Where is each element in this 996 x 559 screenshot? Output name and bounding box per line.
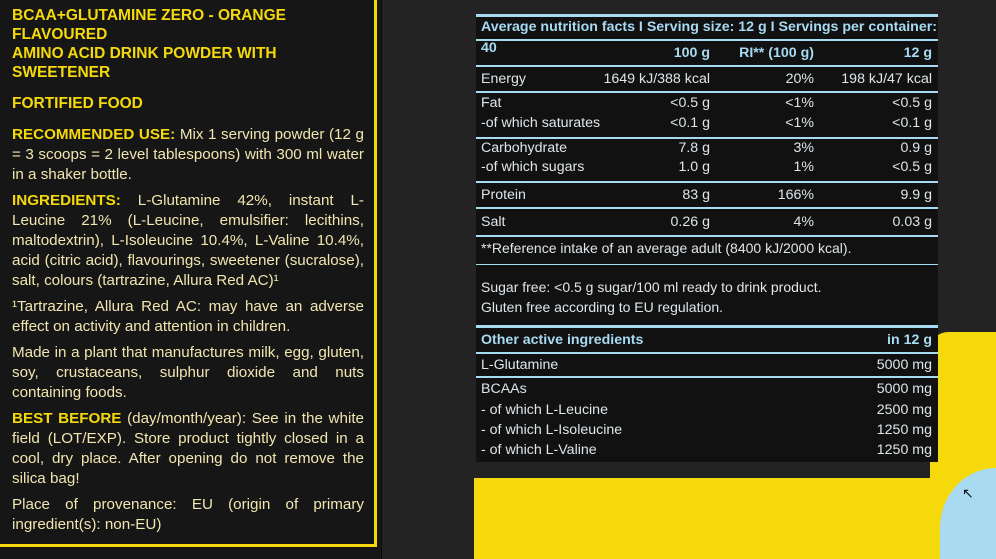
ingredients-heading: INGREDIENTS: — [12, 192, 121, 209]
row-100g: 7.8 g — [678, 140, 710, 156]
active-name: L-Glutamine — [481, 357, 559, 373]
active-value: 1250 mg — [876, 442, 932, 458]
table-row — [476, 207, 938, 235]
best-before-text: (day/month/year): See in the white field (LOT/EXP). Store product tightly closed in a cool, dry place. After opening do not remove the silica bag! — [12, 410, 364, 487]
row-name: Salt — [481, 214, 506, 230]
provenance: Place of provenance: EU (origin of primary ingredient(s): non-EU) — [12, 496, 364, 533]
label-text — [12, 6, 364, 541]
row-12g: 198 kJ/47 kcal — [841, 71, 932, 87]
active-row — [476, 376, 938, 400]
ingredients — [12, 191, 364, 291]
table-row — [476, 137, 938, 158]
row-100g: <0.5 g — [670, 95, 710, 111]
row-100g: 1649 kJ/388 kcal — [603, 71, 710, 87]
active-name: - of which L-Valine — [481, 442, 597, 458]
product-title-line2: AMINO ACID DRINK POWDER WITH SWEETENER — [12, 45, 277, 81]
nutrition-header-text: Average nutrition facts I Serving size: 12 g I Servings per container: 40 — [481, 19, 937, 56]
active-value: 5000 mg — [876, 357, 932, 373]
recommended-use-text: Mix 1 serving powder (12 g = 3 scoops = 2 level tablespoons) with 300 ml water in a shaker bottle. — [12, 126, 364, 183]
col-100g: 100 g — [673, 45, 710, 61]
recommended-use-heading: RECOMMENDED USE: — [12, 126, 176, 143]
active-row — [476, 420, 938, 440]
ingredients-text: L-Glutamine 42%, instant L-Leucine 21% (L-Leucine, emulsifier: lecithins, maltodextrin), L-Isoleucine 10.4%, L-Valine 10.4%, acid (citric acid), flavourings, sweetener (sucralose), salt, colours (tartrazine, Allura Red AC)¹ — [12, 192, 364, 289]
row-ri: <1% — [785, 115, 814, 131]
row-12g: 0.9 g — [900, 140, 932, 156]
active-row — [476, 400, 938, 420]
table-row — [476, 113, 938, 133]
col-ri: RI** (100 g) — [739, 45, 814, 61]
row-name: -of which sugars — [481, 159, 585, 175]
row-ri: 20% — [785, 71, 814, 87]
table-row — [476, 65, 938, 91]
label-panel — [0, 0, 380, 559]
row-name: Fat — [481, 95, 502, 111]
active-value: 5000 mg — [876, 381, 932, 397]
row-ri: <1% — [785, 95, 814, 111]
cursor-arrow-icon: ↖ — [962, 485, 974, 501]
row-name: Protein — [481, 187, 526, 203]
row-12g: <0.1 g — [892, 115, 932, 131]
active-value: 2500 mg — [876, 402, 932, 418]
active-name: - of which L-Leucine — [481, 402, 608, 418]
active-header-text: Other active ingredients — [481, 332, 644, 348]
row-100g: <0.1 g — [670, 115, 710, 131]
active-name: - of which L-Isoleucine — [481, 422, 623, 438]
nutrition-table — [476, 14, 938, 462]
recommended-use — [12, 125, 364, 185]
row-name: Carbohydrate — [481, 140, 567, 156]
row-100g: 83 g — [682, 187, 710, 203]
active-row — [476, 354, 938, 376]
best-before-heading: BEST BEFORE — [12, 410, 122, 427]
active-name: BCAAs — [481, 381, 527, 397]
row-name: Energy — [481, 71, 526, 87]
col-12g: 12 g — [903, 45, 932, 61]
additive-warning: ¹Tartrazine, Allura Red AC: may have an adverse effect on activity and attention in children. — [12, 298, 364, 335]
row-ri: 3% — [793, 140, 814, 156]
table-row — [476, 181, 938, 207]
row-12g: <0.5 g — [892, 95, 932, 111]
active-ingredients-header — [476, 325, 938, 354]
best-before — [12, 409, 364, 489]
ri-note: **Reference intake of an average adult (8400 kJ/2000 kcal). — [476, 235, 938, 264]
row-100g: 1.0 g — [678, 159, 710, 175]
row-12g: 9.9 g — [900, 187, 932, 203]
gluten-free-note: Gluten free according to EU regulation. — [481, 299, 724, 315]
fortified-food: FORTIFIED FOOD — [12, 95, 143, 112]
column-headers — [476, 41, 938, 65]
table-row — [476, 91, 938, 113]
allergen-info: Made in a plant that manufactures milk, egg, gluten, soy, crustaceans, sulphur dioxide and nuts containing foods. — [12, 344, 364, 401]
sugar-free-note: Sugar free: <0.5 g sugar/100 ml ready to drink product. — [476, 264, 938, 297]
product-title-line1: BCAA+GLUTAMINE ZERO - ORANGE FLAVOURED — [12, 7, 286, 43]
active-row — [476, 440, 938, 462]
active-header-unit: in 12 g — [887, 332, 932, 348]
row-name: -of which saturates — [481, 115, 601, 131]
row-ri: 166% — [777, 187, 814, 203]
row-ri: 1% — [793, 159, 814, 175]
table-row — [476, 158, 938, 177]
row-ri: 4% — [793, 214, 814, 230]
active-value: 1250 mg — [876, 422, 932, 438]
row-100g: 0.26 g — [670, 214, 710, 230]
row-12g: 0.03 g — [892, 214, 932, 230]
yellow-decor-band — [474, 478, 996, 559]
row-12g: <0.5 g — [892, 159, 932, 175]
